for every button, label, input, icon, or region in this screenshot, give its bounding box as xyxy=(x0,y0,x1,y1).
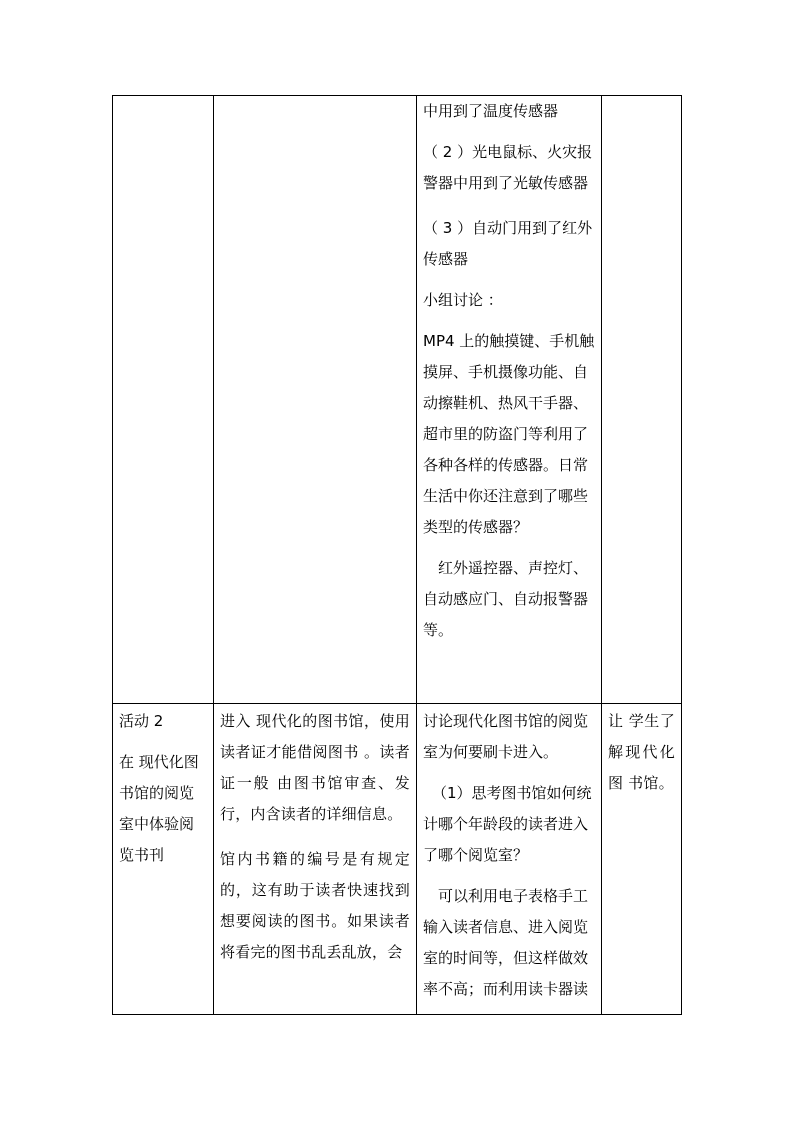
lesson-plan-table xyxy=(112,95,682,1015)
cell-activity xyxy=(113,704,214,1015)
paragraph-book-numbering: 馆内书籍的编号是有规定的，这有助于读者快速找到想要阅读的图书。如果读者将看完的图书乱丢乱放，会 xyxy=(220,850,410,961)
cell-teacher-activity xyxy=(214,96,417,704)
paragraph-sensor-examples: MP4 上的触摸键、手机触摸屏、手机摄像功能、自动擦鞋机、热风干手器、超市里的防盗门等利用了各种各样的传感器。日常生活中你还注意到了哪些类型的传感器？ xyxy=(423,332,595,536)
paragraph-photosensitive-sensor: （ 2 ）光电鼠标、火灾报警器中用到了光敏传感器 xyxy=(423,143,593,192)
paragraph-sensor-answers: 红外遥控器、声控灯、自动感应门、自动报警器等。 xyxy=(423,559,589,639)
table-row xyxy=(113,704,682,1015)
activity-label: 活动 2 xyxy=(119,712,164,730)
table-row xyxy=(113,96,682,704)
cell-teacher-activity xyxy=(214,704,417,1015)
paragraph-intent: 让 学生了解现代化 图 书馆。 xyxy=(608,712,675,792)
cell-design-intent xyxy=(602,96,682,704)
paragraph-temperature-sensor: 中用到了温度传感器 xyxy=(423,102,559,120)
cell-activity xyxy=(113,96,214,704)
activity-title: 在 现代化图书馆的阅览室中体验阅览书刊 xyxy=(119,753,199,864)
paragraph-group-discussion: 小组讨论 ： xyxy=(423,291,503,309)
paragraph-think-statistics: （1）思考图书馆如何统计哪个年龄段的读者进入了哪个阅览室？ xyxy=(423,784,592,864)
paragraph-discussion-card-entry: 讨论现代化图书馆的阅览室为何要刷卡进入。 xyxy=(423,712,589,761)
paragraph-spreadsheet: 可以利用电子表格手工输入读者信息、进入阅览室的时间等，但这样做效率不高；而利用读卡器读 xyxy=(423,887,589,998)
cell-student-activity xyxy=(417,704,602,1015)
cell-design-intent xyxy=(602,704,682,1015)
paragraph-infrared-sensor: （ 3 ）自动门用到了红外传感器 xyxy=(423,219,593,268)
cell-student-activity xyxy=(417,96,602,704)
paragraph-reader-card: 进入 现代化的图书馆，使用读者证才能借阅图书 。读者 证一般 由图书馆审查、发行，内含读者的详细信息。 xyxy=(220,712,410,823)
